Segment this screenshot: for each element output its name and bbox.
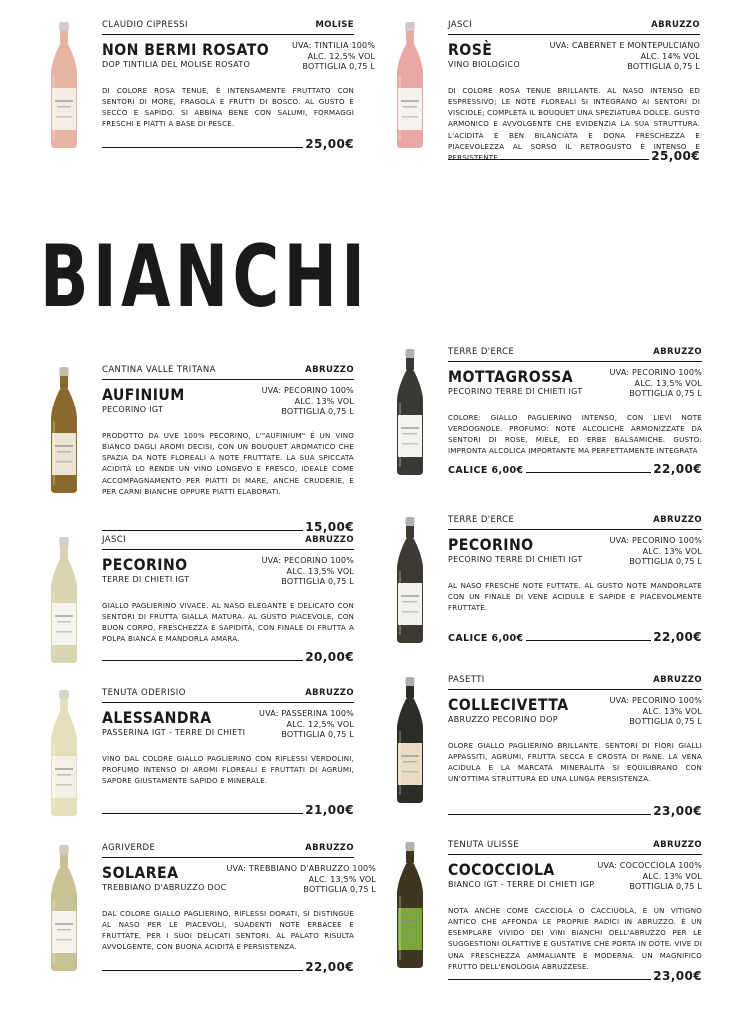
wine-denomination: ABRUZZO PECORINO DOP bbox=[448, 715, 558, 724]
bottle-price: 22,00€ bbox=[305, 959, 354, 974]
wine-name: COCOCCIOLA bbox=[448, 860, 555, 879]
region-name: ABRUZZO bbox=[653, 675, 702, 685]
wine-description: DAL COLORE GIALLO PAGLIERINO, RIFLESSI DORATI, SI DISTINGUE AL NASO PER LE PIACEVOLI, SUADENTI NOTE ERBACEE E FRUTTATE, PER I SUOI DELICATI SENTORI. AL PALATO RISULTA AVVOLGENTE, CON BUONA ACIDITÀ E PERSISTENZA. bbox=[102, 908, 354, 952]
grape-variety: UVA: TREBBIANO D'ABRUZZO 100% bbox=[226, 864, 377, 873]
grape-variety: UVA: PECORINO 100% bbox=[261, 386, 354, 395]
region-name: ABRUZZO bbox=[653, 840, 702, 850]
producer-name: JASCI bbox=[102, 535, 127, 545]
alcohol-content: ALC. 13,5% VOL bbox=[286, 566, 354, 576]
price-rule bbox=[448, 814, 651, 815]
wine-description: COLORE: GIALLO PAGLIERINO INTENSO, CON LIEVI NOTE VERDOGNOLE. PROFUMO: NOTE ALCOLICHE ARMONIZZATE DA SENTORI DI ROSE, MIELE, ED ERBE BALSAMICHE. GUSTO: IMPRONTA ALCOLICA IMPORTANTE MA PERFETTAMENTE INTEGRATA bbox=[448, 412, 702, 456]
wine-bottle-image bbox=[42, 843, 86, 973]
wine-denomination: PASSERINA IGT - TERRE DI CHIETI bbox=[102, 728, 246, 737]
grape-variety: UVA: COCOCCIOLA 100% bbox=[597, 861, 702, 870]
wine-description: VINO DAL COLORE GIALLO PAGLIERINO CON RIFLESSI VERDOLINI, PROFUMO INTENSO DI AROMI FLOREALI E FRUTTATI DI AGRUMI, SAPORE GIUSTAMENTE SAPIDO E MINERALE. bbox=[102, 753, 354, 786]
alcohol-content: ALC. 14% VOL bbox=[640, 51, 700, 61]
alcohol-content: ALC. 13% VOL bbox=[642, 871, 702, 881]
bottle-price: 22,00€ bbox=[653, 461, 702, 476]
region-name: ABRUZZO bbox=[653, 347, 702, 357]
wine-description: GIALLO PAGLIERINO VIVACE. AL NASO ELEGANTE E DELICATO CON SENTORI DI FRUTTA GIALLA MATURA. AL GUSTO PIACEVOLE, CON BUON CORPO, FRESCHEZZA E SAPIDITÀ, CON FINALE DI FRUTTA A POLPA BIANCA E MANDORLA AMARA. bbox=[102, 600, 354, 644]
alcohol-content: ALC. 13% VOL bbox=[294, 396, 354, 406]
bottle-price: 23,00€ bbox=[653, 803, 702, 818]
wine-name: COLLECIVETTA bbox=[448, 695, 569, 714]
grape-variety: UVA: TINTILIA 100% bbox=[291, 41, 376, 50]
grape-variety: UVA: PASSERINA 100% bbox=[259, 709, 354, 718]
grape-variety: UVA: CABERNET E MONTEPULCIANO bbox=[549, 41, 700, 50]
region-name: ABRUZZO bbox=[305, 843, 354, 853]
region-name: ABRUZZO bbox=[305, 365, 354, 375]
price-rule bbox=[526, 472, 652, 473]
wine-bottle-image bbox=[388, 840, 432, 970]
producer-name: JASCI bbox=[448, 20, 473, 30]
wine-description: AL NASO FRESCHE NOTE FUTTATE. AL GUSTO NOTE MANDORLATE CON UN FINALE DI VENE ACIDULE E SAPIDE E PIACEVOLMENTE FRUTTATE. bbox=[448, 580, 702, 613]
wine-description: OLORE GIALLO PAGLIERINO BRILLANTE. SENTORI DI FIORI GIALLI APPASSITI, AGRUMI, FRUTTA SECCA E CROSTA DI PANE. LA VENA ACIDULA E LA MARCATA MINERALITÀ SI EQUILIBRANO CON UN'OTTIMA STRUTTURA ED UNA LUNGA PERSISTENZA. bbox=[448, 740, 702, 784]
alcohol-content: ALC. 13,5% VOL bbox=[634, 378, 702, 388]
price-rule bbox=[102, 813, 303, 814]
grape-variety: UVA: PECORINO 100% bbox=[609, 696, 702, 705]
producer-name: TENUTA ODERISIO bbox=[102, 688, 186, 698]
wine-bottle-image bbox=[388, 347, 432, 477]
bottle-price: 21,00€ bbox=[305, 802, 354, 817]
producer-name: CANTINA VALLE TRITANA bbox=[102, 365, 216, 375]
wine-denomination: VINO BIOLOGICO bbox=[448, 60, 520, 69]
price-rule bbox=[448, 979, 651, 980]
bottle-price: 22,00€ bbox=[653, 629, 702, 644]
wine-name: PECORINO bbox=[448, 535, 534, 554]
wine-denomination: TERRE DI CHIETI IGT bbox=[102, 575, 190, 584]
bottle-price: 15,00€ bbox=[305, 519, 354, 534]
wine-denomination: TREBBIANO D'ABRUZZO DOC bbox=[102, 883, 227, 892]
bottle-size: BOTTIGLIA 0,75 L bbox=[629, 389, 702, 398]
bottle-size: BOTTIGLIA 0,75 L bbox=[281, 407, 354, 416]
bottle-price: 23,00€ bbox=[653, 968, 702, 983]
price-rule bbox=[102, 660, 303, 661]
grape-variety: UVA: PECORINO 100% bbox=[609, 368, 702, 377]
wine-description: PRODOTTO DA UVE 100% PECORINO, L'"AUFINIUM" È UN VINO BIANCO DAGLI AROMI DECISI, CON UN BOUQUET AROMATICO CHE SPAZIA DA NOTE FLOREALI A NOTE FRUTTATE. LA SUA SPICCATA ACIDITÀ LO RENDE UN VINO LONGEVO E FRESCO, IDEALE COME ACCOMPAGNAMENTO PER PIATTI DI MARE, ANCHE CRUDERIE, E PER CARNI BIANCHE OPPURE PIATTI ELABORATI. bbox=[102, 430, 354, 496]
wine-name: AUFINIUM bbox=[102, 385, 185, 404]
wine-bottle-image bbox=[42, 688, 86, 818]
alcohol-content: ALC. 13% VOL bbox=[642, 546, 702, 556]
wine-name: NON BERMI ROSATO bbox=[102, 40, 270, 59]
alcohol-content: ALC. 12,5% VOL bbox=[286, 719, 354, 729]
producer-name: PASETTI bbox=[448, 675, 485, 685]
wine-denomination: PECORINO TERRE DI CHIETI IGT bbox=[448, 387, 583, 396]
bottle-size: BOTTIGLIA 0,75 L bbox=[629, 717, 702, 726]
producer-name: TERRE D'ERCE bbox=[448, 347, 515, 357]
region-name: ABRUZZO bbox=[653, 515, 702, 525]
alcohol-content: ALC. 12,5% VOL bbox=[307, 51, 376, 61]
region-name: ABRUZZO bbox=[305, 688, 354, 698]
wine-bottle-image bbox=[42, 535, 86, 665]
bottle-price: 25,00€ bbox=[305, 136, 354, 151]
bottle-price: 25,00€ bbox=[651, 148, 700, 163]
wine-bottle-image bbox=[388, 515, 432, 645]
wine-name: MOTTAGROSSA bbox=[448, 367, 574, 386]
glass-price: CALICE 6,00€ bbox=[448, 464, 524, 476]
region-name: MOLISE bbox=[315, 20, 354, 30]
price-rule bbox=[448, 159, 649, 160]
price-rule bbox=[526, 640, 652, 641]
bottle-price: 20,00€ bbox=[305, 649, 354, 664]
price-rule bbox=[102, 530, 303, 531]
producer-name: AGRIVERDE bbox=[102, 843, 156, 853]
bottle-size: BOTTIGLIA 0,75 L bbox=[303, 885, 377, 894]
alcohol-content: ALC. 13% VOL bbox=[642, 706, 702, 716]
wine-bottle-image bbox=[42, 20, 86, 150]
wine-name: PECORINO bbox=[102, 555, 188, 574]
wine-name: SOLAREA bbox=[102, 863, 179, 882]
bottle-size: BOTTIGLIA 0,75 L bbox=[629, 882, 702, 891]
price-rule bbox=[102, 147, 303, 148]
alcohol-content: ALC. 13,5% VOL bbox=[308, 874, 377, 884]
region-name: ABRUZZO bbox=[651, 20, 700, 30]
wine-bottle-image bbox=[42, 365, 86, 495]
wine-bottle-image bbox=[388, 675, 432, 805]
wine-description: DI COLORE ROSA TENUE BRILLANTE. AL NASO INTENSO ED ESPRESSIVO; LE NOTE FLOREALI SI INTEGRANO AI SENTORI DI VISCIOLE; COMPLETA IL BOUQUET UNA SPEZIATURA DOLCE. GUSTO ARMONICO E AVVOLGENTE CHE EVIDENZIA LA SUA STRUTTURA. L'ACIDITÀ È BEN BILANCIATA E DONA FRESCHEZZA E PIACEVOLEZZA AL SORSO IL RETROGUSTO È INTENSO E PERSISTENTE. bbox=[448, 85, 700, 163]
wine-denomination: DOP TINTILIA DEL MOLISE ROSATO bbox=[102, 60, 251, 69]
wine-denomination: PECORINO TERRE DI CHIETI IGT bbox=[448, 555, 583, 564]
producer-name: TERRE D'ERCE bbox=[448, 515, 515, 525]
producer-name: TENUTA ULISSE bbox=[448, 840, 520, 850]
wine-denomination: PECORINO IGT bbox=[102, 405, 164, 414]
wine-name: ALESSANDRA bbox=[102, 708, 212, 727]
bottle-size: BOTTIGLIA 0,75 L bbox=[281, 577, 354, 586]
grape-variety: UVA: PECORINO 100% bbox=[609, 536, 702, 545]
wine-denomination: BIANCO IGT - TERRE DI CHIETI IGP bbox=[448, 880, 595, 889]
wine-bottle-image bbox=[388, 20, 432, 150]
price-rule bbox=[102, 970, 303, 971]
producer-name: CLAUDIO CIPRESSI bbox=[102, 20, 188, 30]
section-title: BIANCHI bbox=[40, 227, 370, 327]
glass-price: CALICE 6,00€ bbox=[448, 632, 524, 644]
grape-variety: UVA: PECORINO 100% bbox=[261, 556, 354, 565]
bottle-size: BOTTIGLIA 0,75 L bbox=[281, 730, 354, 739]
wine-name: ROSÈ bbox=[448, 40, 493, 59]
bottle-size: BOTTIGLIA 0,75 L bbox=[629, 557, 702, 566]
bottle-size: BOTTIGLIA 0,75 L bbox=[627, 62, 700, 71]
bottle-size: BOTTIGLIA 0,75 L bbox=[302, 62, 376, 71]
region-name: ABRUZZO bbox=[305, 535, 354, 545]
wine-description: DI COLORE ROSA TENUE, È INTENSAMENTE FRUTTATO CON SENTORI DI MORE, FRAGOLA E FRUTTI DI BOSCO. AL GUSTO È SECCO E SAPIDO. SI ABBINA BENE CON SALUMI, FORMAGGI FRESCHI E PIATTI A BASE DI PESCE. bbox=[102, 85, 354, 129]
wine-description: NOTA ANCHE COME CACCIOLA O CACCIUOLA, È UN VITIGNO ANTICO CHE AFFONDA LE PROPRIE RADICI IN ABRUZZO. È UN ESEMPLARE VIVIDO DEI VINI BIANCHI DELL'ABRUZZO PER LE SUGGESTIONI OLFATTIVE E GUSTATIVE CHE PORTA IN DOTE. VIVE DI UNA FRESCHEZZA AMMALIANTE E MODERNA. UN MAGNIFICO FRUTTO DELL'ENOLOGIA ABRUZZESE. bbox=[448, 905, 702, 971]
